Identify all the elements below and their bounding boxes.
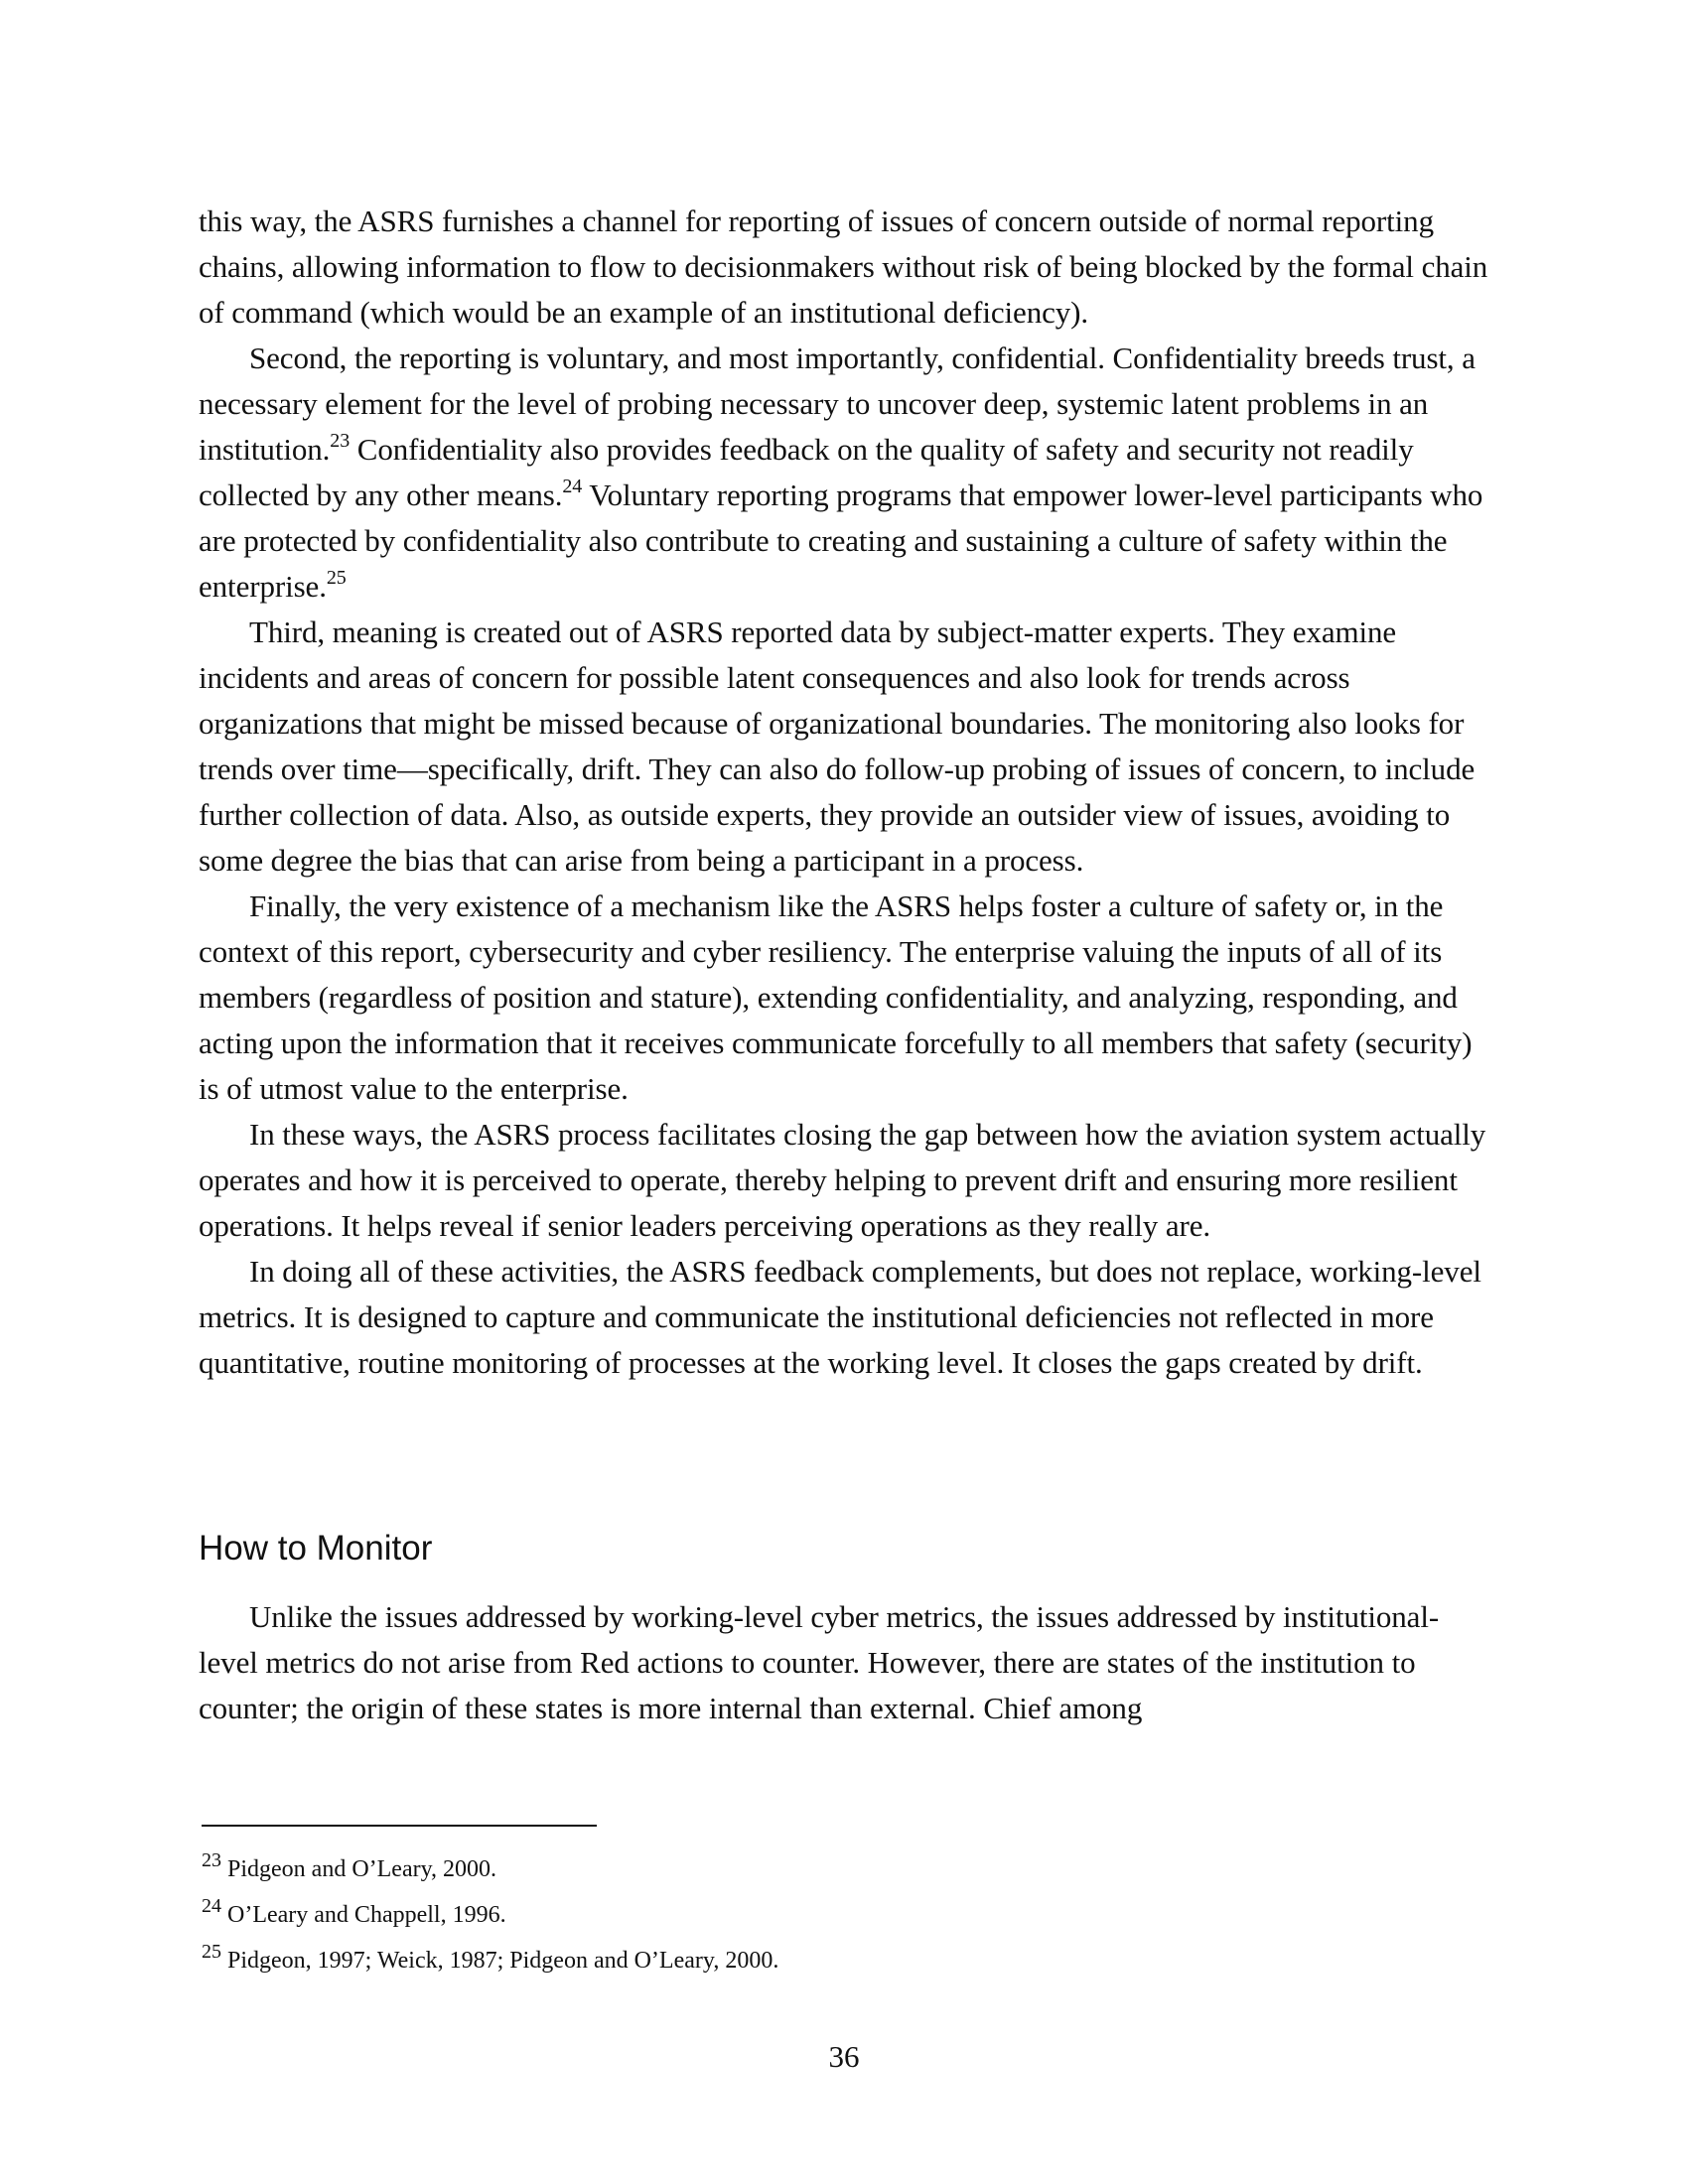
paragraph-2-part-2: Confidentiality also provides feedback on the quality of safety and security not readily collected by any other means. [199, 432, 1414, 512]
section-paragraph-1: Unlike the issues addressed by working-level cyber metrics, the issues addressed by institutional-level metrics do not arise from Red actions to counter. However, there are states of the institution to counter; the origin of these states is more internal than external. Chief among [199, 1599, 1440, 1725]
footnote-ref-24[interactable]: 24 [562, 476, 583, 497]
section-heading: How to Monitor [199, 1529, 433, 1568]
footnote-text: Pidgeon and O’Leary, 2000. [227, 1856, 497, 1882]
paragraph-1: this way, the ASRS furnishes a channel for reporting of issues of concern outside of normal reporting chains, allowing information to flow to decisionmakers without risk of being blocked by the formal chain of command (which would be an example of an institutional deficiency). [199, 204, 1488, 330]
footnote-23 [202, 1846, 1492, 1892]
footnote-number: 24 [202, 1895, 221, 1917]
paragraph-3: Third, meaning is created out of ASRS reported data by subject-matter experts. They examine incidents and areas of concern for possible latent consequences and also look for trends across organizations that might be missed because of organizational boundaries. The monitoring also looks for trends over time—specifically, drift. They can also do follow-up probing of issues of concern, to include further collection of data. Also, as outside experts, they provide an outsider view of issues, avoiding to some degree the bias that can arise from being a participant in a process. [199, 614, 1476, 878]
footnote-text: Pidgeon, 1997; Weick, 1987; Pidgeon and O’Leary, 2000. [227, 1948, 779, 1974]
footnote-ref-25[interactable]: 25 [326, 567, 347, 589]
footnote-ref-23[interactable]: 23 [330, 430, 351, 452]
paragraph-4: Finally, the very existence of a mechanism like the ASRS helps foster a culture of safety or, in the context of this report, cybersecurity and cyber resiliency. The enterprise valuing the inputs of all of its members (regardless of position and stature), extending confidentiality, and analyzing, responding, and acting upon the information that it receives communicate forcefully to all members that safety (security) is of utmost value to the enterprise. [199, 888, 1473, 1106]
paragraph-2-part-3: Voluntary reporting programs that empower lower-level participants who are protected by confidentiality also contribute to creating and sustaining a culture of safety within the enterprise. [199, 478, 1483, 604]
footnote-24 [202, 1892, 1492, 1938]
body-text [199, 199, 1489, 1386]
section-text [199, 1594, 1489, 1731]
page-number: 36 [828, 2039, 860, 2074]
footnotes [202, 1846, 1492, 1983]
footnote-divider [202, 1825, 597, 1827]
footnote-number: 25 [202, 1941, 221, 1963]
paragraph-2-part-1: Second, the reporting is voluntary, and most importantly, confidential. Confidentiality breeds trust, a necessary element for the level of probing necessary to uncover deep, systemic latent problems in an institution. [199, 341, 1476, 467]
paragraph-5: In these ways, the ASRS process facilitates closing the gap between how the aviation system actually operates and how it is perceived to operate, thereby helping to prevent drift and ensuring more resilient operations. It helps reveal if senior leaders perceiving operations as they really are. [199, 1117, 1486, 1243]
footnote-number: 23 [202, 1849, 221, 1871]
footnote-25 [202, 1938, 1492, 1983]
footnote-text: O’Leary and Chappell, 1996. [227, 1902, 506, 1928]
paragraph-2 [199, 336, 1489, 610]
paragraph-6: In doing all of these activities, the ASRS feedback complements, but does not replace, working-level metrics. It is designed to capture and communicate the institutional deficiencies not reflected in more quantitative, routine monitoring of processes at the working level. It closes the gaps created by drift. [199, 1254, 1481, 1380]
